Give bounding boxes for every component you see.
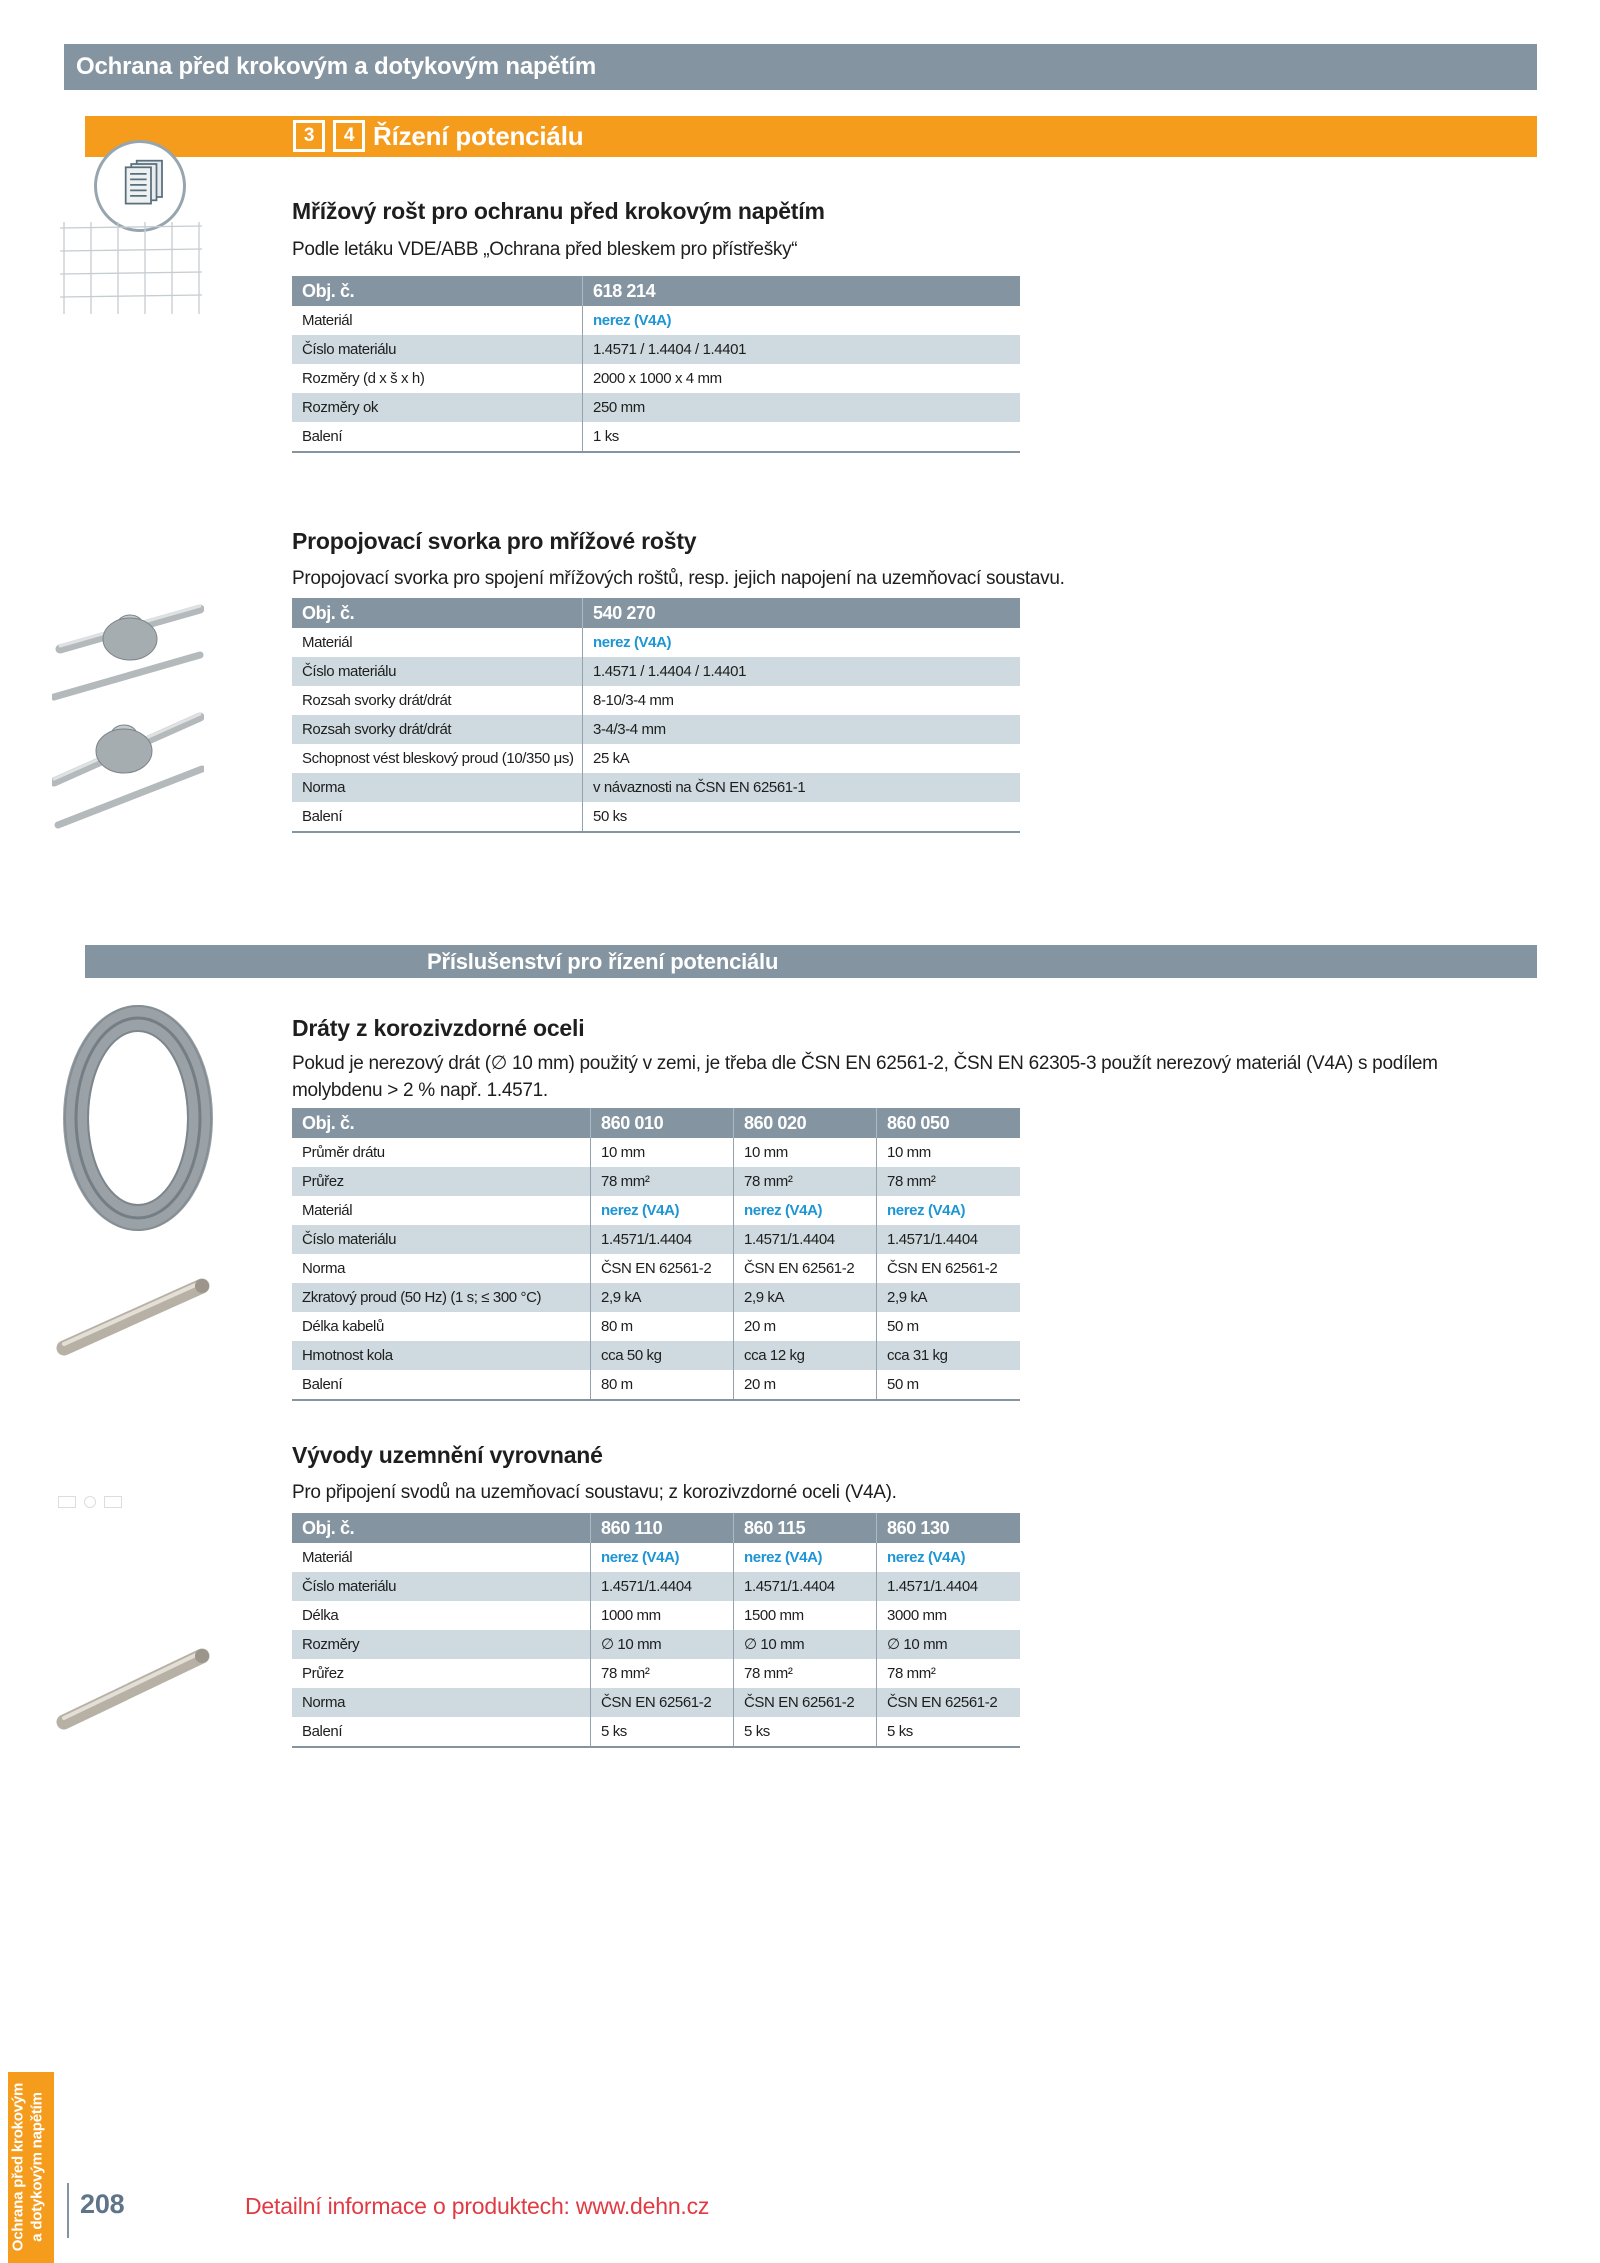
header-label: Obj. č. [302,1113,355,1133]
table-row [292,306,1020,335]
row-value: cca 50 kg [590,1341,733,1370]
spec-table [292,1513,1020,1748]
row-label: Norma [302,1694,346,1711]
table-row [292,657,1020,686]
row-label: Norma [302,1260,346,1277]
row-label: Číslo materiálu [302,663,397,680]
row-value: ČSN EN 62561-2 [590,1254,733,1283]
product-title: Mřížový rošt pro ochranu před krokovým napětím [292,198,825,224]
chapter-number-badge: 3 [293,120,325,152]
footer-info-link[interactable]: Detailní informace o produktech: www.dehn.cz [245,2193,710,2219]
row-value: ČSN EN 62561-2 [876,1254,1020,1283]
table-row [292,1659,1020,1688]
table-row [292,1572,1020,1601]
table-row [292,744,1020,773]
row-label: Průměr drátu [302,1144,385,1161]
accessories-band-title: Příslušenství pro řízení potenciálu [427,949,779,974]
table-row [292,802,1020,831]
article-number: 860 110 [590,1513,733,1543]
table-header-row [292,1108,1020,1138]
row-value: 5 ks [876,1717,1020,1746]
row-value: 2,9 kA [876,1283,1020,1312]
row-value: 2,9 kA [733,1283,876,1312]
row-value: 20 m [733,1370,876,1399]
spec-table [292,1108,1020,1401]
grid-mesh-image [58,220,204,316]
row-label: Rozměry [302,1636,360,1653]
row-value: 1.4571/1.4404 [876,1572,1020,1601]
table-header-row [292,598,1020,628]
row-value: 250 mm [582,393,1020,422]
row-value: ČSN EN 62561-2 [876,1688,1020,1717]
row-value: ∅ 10 mm [590,1630,733,1659]
row-value: 10 mm [733,1138,876,1167]
row-label: Balení [302,1376,343,1393]
row-value: 5 ks [590,1717,733,1746]
row-value: 78 mm² [733,1659,876,1688]
product-description: Podle letáku VDE/ABB „Ochrana před bleskem pro přístřešky“ [292,239,798,260]
row-label: Materiál [302,312,353,329]
row-value: 78 mm² [733,1167,876,1196]
footer-divider [67,2183,69,2238]
header-label: Obj. č. [302,603,355,623]
row-value: 80 m [590,1370,733,1399]
product-title: Vývody uzemnění vyrovnané [292,1442,603,1468]
article-number: 860 115 [733,1513,876,1543]
table-row [292,1543,1020,1572]
row-value: nerez (V4A) [582,628,1020,657]
row-value: nerez (V4A) [876,1196,1020,1225]
section-band-title: Řízení potenciálu [373,121,584,151]
row-value: 50 m [876,1312,1020,1341]
row-label: Rozměry (d x š x h) [302,370,425,387]
table-row [292,1688,1020,1717]
row-value: 1.4571 / 1.4404 / 1.4401 [582,657,1020,686]
product-title: Dráty z korozivzdorné oceli [292,1015,585,1041]
section-band [85,116,1537,157]
product-description: Pokud je nerezový drát (∅ 10 mm) použitý v zemi, je třeba dle ČSN EN 62561-2, ČSN EN 62305-3 použít nerezový materiál (V4A) s podílem molybdenu > 2 % např. 1.4571. [292,1053,1438,1101]
wire-coil-image [60,1002,216,1238]
header-label: Obj. č. [302,281,355,301]
table-row [292,1254,1020,1283]
row-value: 50 ks [582,802,1020,831]
row-value: 78 mm² [590,1167,733,1196]
row-label: Materiál [302,1202,353,1219]
row-value: 78 mm² [876,1659,1020,1688]
table-header-row [292,1513,1020,1543]
table-row [292,1341,1020,1370]
row-value: 1.4571/1.4404 [733,1572,876,1601]
article-number: 860 020 [733,1108,876,1138]
article-number: 860 050 [876,1108,1020,1138]
row-value: nerez (V4A) [876,1543,1020,1572]
table-row [292,1312,1020,1341]
row-value: nerez (V4A) [590,1543,733,1572]
row-label: Číslo materiálu [302,341,397,358]
row-label: Balení [302,428,343,445]
row-value: 78 mm² [876,1167,1020,1196]
row-label: Balení [302,808,343,825]
page-number: 208 [80,2189,125,2219]
row-label: Číslo materiálu [302,1578,397,1595]
product-description: Pro připojení svodů na uzemňovací soustavu; z korozivzdorné oceli (V4A). [292,1482,897,1503]
stacked-pages-icon [107,153,173,219]
row-value: 78 mm² [590,1659,733,1688]
product-description: Propojovací svorka pro spojení mřížových roštů, resp. jejich napojení na uzemňovací soustavu. [292,568,1065,589]
row-label: Délka kabelů [302,1318,384,1335]
tiny-product-icons [58,1496,122,1508]
row-value: 1.4571/1.4404 [876,1225,1020,1254]
row-label: Rozměry ok [302,399,379,416]
accessories-band [85,945,1537,978]
row-value: 1.4571 / 1.4404 / 1.4401 [582,335,1020,364]
row-value: ∅ 10 mm [876,1630,1020,1659]
row-value: 2,9 kA [590,1283,733,1312]
chapter-number-badge: 4 [333,120,365,152]
row-value: cca 31 kg [876,1341,1020,1370]
row-label: Materiál [302,1549,353,1566]
row-value: cca 12 kg [733,1341,876,1370]
article-number: 540 270 [582,598,1020,628]
row-label: Číslo materiálu [302,1231,397,1248]
table-row [292,1630,1020,1659]
row-value: 2000 x 1000 x 4 mm [582,364,1020,393]
article-number: 860 010 [590,1108,733,1138]
spec-table [292,598,1020,833]
row-value: ČSN EN 62561-2 [733,1254,876,1283]
row-value: nerez (V4A) [590,1196,733,1225]
row-value: 1.4571/1.4404 [733,1225,876,1254]
row-label: Průřez [302,1665,344,1682]
steel-rod-image [52,1628,214,1740]
table-row [292,1283,1020,1312]
side-tab [8,2072,54,2263]
table-row [292,335,1020,364]
row-label: Rozsah svorky drát/drát [302,692,452,709]
row-value: ČSN EN 62561-2 [590,1688,733,1717]
table-row [292,686,1020,715]
table-row [292,364,1020,393]
row-label: Balení [302,1723,343,1740]
product-title: Propojovací svorka pro mřížové rošty [292,528,697,554]
row-label: Délka [302,1607,339,1624]
row-value: 5 ks [733,1717,876,1746]
article-number: 618 214 [582,276,1020,306]
spec-table [292,276,1020,453]
row-value: 80 m [590,1312,733,1341]
row-value: 1000 mm [590,1601,733,1630]
row-label: Norma [302,779,346,796]
documents-icon [94,140,186,232]
row-value: 1 ks [582,422,1020,451]
row-value: 3-4/3-4 mm [582,715,1020,744]
row-label: Materiál [302,634,353,651]
row-label: Průřez [302,1173,344,1190]
side-tab-label: Ochrana před krokovým a dotykovým napětím [9,2082,46,2252]
steel-rod-image [52,1262,214,1364]
row-value: 1.4571/1.4404 [590,1225,733,1254]
row-value: 1.4571/1.4404 [590,1572,733,1601]
row-label: Hmotnost kola [302,1347,393,1364]
page-header-bar [64,44,1537,90]
article-number: 860 130 [876,1513,1020,1543]
row-value: 10 mm [590,1138,733,1167]
table-row [292,1717,1020,1746]
row-value: nerez (V4A) [733,1196,876,1225]
table-row [292,1196,1020,1225]
row-value: 8-10/3-4 mm [582,686,1020,715]
row-label: Schopnost vést bleskový proud (10/350 μs) [302,750,574,767]
table-row [292,1601,1020,1630]
table-header-row [292,276,1020,306]
table-row [292,422,1020,451]
table-row [292,715,1020,744]
row-value: 20 m [733,1312,876,1341]
row-value: 1500 mm [733,1601,876,1630]
row-value: 50 m [876,1370,1020,1399]
row-label: Rozsah svorky drát/drát [302,721,452,738]
row-value: 25 kA [582,744,1020,773]
row-value: nerez (V4A) [582,306,1020,335]
table-row [292,1225,1020,1254]
page-header-title: Ochrana před krokovým a dotykovým napětím [76,53,596,80]
row-value: v návaznosti na ČSN EN 62561-1 [582,773,1020,802]
row-value: ∅ 10 mm [733,1630,876,1659]
table-row [292,773,1020,802]
row-value: 3000 mm [876,1601,1020,1630]
row-value: nerez (V4A) [733,1543,876,1572]
table-row [292,393,1020,422]
table-row [292,1167,1020,1196]
row-label: Zkratový proud (50 Hz) (1 s; ≤ 300 °C) [302,1289,542,1306]
clamp-image [52,595,204,831]
table-row [292,1138,1020,1167]
header-label: Obj. č. [302,1518,355,1538]
table-row [292,628,1020,657]
row-value: 10 mm [876,1138,1020,1167]
table-row [292,1370,1020,1399]
row-value: ČSN EN 62561-2 [733,1688,876,1717]
